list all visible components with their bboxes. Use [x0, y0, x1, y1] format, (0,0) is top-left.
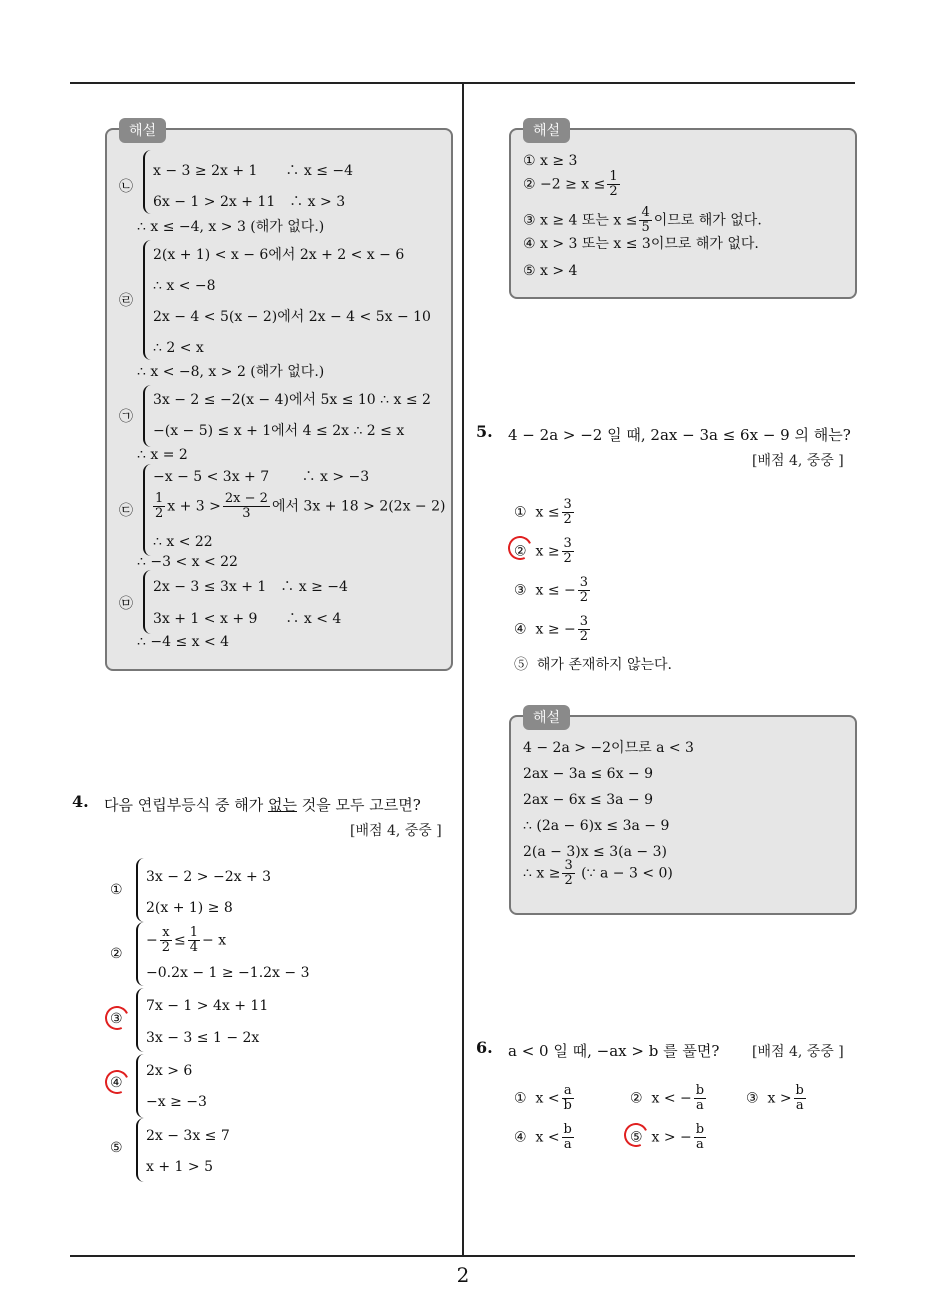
option-line: 2(x + 1) ≥ 8	[146, 900, 233, 916]
option-line: 2x − 3x ≤ 7	[146, 1128, 230, 1144]
solution-conclusion: ∴ −4 ≤ x < 4	[137, 634, 230, 650]
question-number: 6.	[476, 1038, 493, 1057]
brace	[136, 1118, 146, 1182]
option-line: 7x − 1 > 4x + 11	[146, 998, 269, 1014]
solution-line: ∴ x < −8	[153, 278, 216, 294]
solution-line: ① x ≥ 3	[523, 153, 578, 169]
solution-tag: 해설	[119, 118, 166, 143]
brace	[136, 988, 146, 1052]
option-line: − $\frac{x}{2}$ ≤ $\frac{1}{4}$ − x	[146, 925, 227, 955]
brace	[136, 922, 146, 986]
bottom-rule	[70, 1255, 855, 1257]
solution-line: 4 − 2a > −2이므로 a < 3	[523, 740, 694, 756]
fraction: $\frac{b}{a}$	[695, 1083, 705, 1113]
group-label: ㉠	[119, 409, 133, 425]
solution-box-right-top	[509, 123, 857, 299]
answer-mark	[102, 1067, 133, 1098]
fraction: $\frac{x}{2}$	[161, 925, 171, 955]
option-label[interactable]: ①	[110, 882, 123, 898]
fraction: $\frac{b}{a}$	[795, 1083, 804, 1113]
solution-line: ∴ x ≥ $\frac{3}{2}$ (∵ a − 3 < 0)	[523, 858, 673, 888]
page-number: 2	[456, 1263, 470, 1287]
solution-line: 2ax − 3a ≤ 6x − 9	[523, 766, 654, 782]
solution-line: $\frac{1}{2}$ x + 3 > $\frac{2x - 2}{3}$ 에서 3x + 18 > 2(2x − 2)	[155, 491, 446, 521]
option-q5-3[interactable]: ③ x ≤ − $\frac{3}{2}$	[514, 575, 589, 605]
solution-line: 6x − 1 > 2x + 11 ∴ x > 3	[153, 194, 346, 210]
solution-line: ④ x > 3 또는 x ≤ 3이므로 해가 없다.	[523, 236, 759, 252]
fraction: $\frac{b}{a}$	[695, 1122, 705, 1152]
solution-tag: 해설	[523, 705, 570, 730]
solution-line: ∴ 2 < x	[153, 340, 204, 356]
solution-line: 2ax − 6x ≤ 3a − 9	[523, 792, 654, 808]
option-q6-3[interactable]: ③ x > $\frac{b}{a}$	[746, 1083, 804, 1113]
solution-conclusion: ∴ −3 < x < 22	[137, 554, 238, 570]
option-line: 3x − 3 ≤ 1 − 2x	[146, 1030, 260, 1046]
solution-line: −(x − 5) ≤ x + 1에서 4 ≤ 2x ∴ 2 ≤ x	[153, 423, 405, 439]
option-line: 2x > 6	[146, 1063, 193, 1079]
solution-line: 2x − 4 < 5(x − 2)에서 2x − 4 < 5x − 10	[153, 309, 431, 325]
solution-line: x − 3 ≥ 2x + 1 ∴ x ≤ −4	[153, 163, 354, 179]
solution-line: ∴ x < 22	[153, 534, 213, 550]
brace	[143, 385, 153, 447]
question-text: 다음 연립부등식 중 해가 없는 것을 모두 고르면?	[104, 796, 421, 814]
question-meta: [배점 4, 중중 ]	[350, 823, 442, 839]
group-label: ㉣	[119, 293, 133, 309]
option-q5-1[interactable]: ① x ≤ $\frac{3}{2}$	[514, 497, 572, 527]
option-label[interactable]: ②	[110, 946, 123, 962]
option-line: x + 1 > 5	[146, 1159, 213, 1175]
solution-line: 2x − 3 ≤ 3x + 1 ∴ x ≥ −4	[153, 579, 348, 595]
brace	[143, 240, 153, 360]
column-divider	[462, 84, 464, 1256]
option-q6-2[interactable]: ② x < − $\frac{b}{a}$	[630, 1083, 705, 1113]
brace	[136, 858, 146, 922]
option-q6-5[interactable]: ⑤ x > − $\frac{b}{a}$	[630, 1122, 705, 1152]
question-meta: [배점 4, 중중 ]	[752, 453, 844, 469]
option-line: 3x − 2 > −2x + 3	[146, 869, 272, 885]
option-q5-2[interactable]: ② x ≥ $\frac{3}{2}$	[514, 536, 572, 566]
fraction: $\frac{3}{2}$	[564, 858, 573, 888]
question-text: 4 − 2a > −2 일 때, 2ax − 3a ≤ 6x − 9 의 해는?	[508, 426, 851, 444]
fraction: $\frac{a}{b}$	[563, 1083, 572, 1113]
fraction: $\frac{3}{2}$	[563, 536, 572, 566]
brace	[143, 570, 153, 634]
solution-line: −x − 5 < 3x + 7 ∴ x > −3	[153, 469, 370, 485]
solution-line: 2(x + 1) < x − 6에서 2x + 2 < x − 6	[153, 247, 405, 263]
solution-box-q5	[509, 710, 857, 915]
brace	[143, 150, 153, 214]
option-label[interactable]: ④	[110, 1075, 123, 1091]
fraction: $\frac{3}{2}$	[563, 497, 572, 527]
fraction: $\frac{3}{2}$	[579, 614, 589, 644]
solution-box-left	[105, 123, 453, 671]
option-q5-5[interactable]: ⑤ 해가 존재하지 않는다.	[514, 657, 672, 673]
group-label: ㉤	[119, 596, 133, 612]
solution-line: 3x + 1 < x + 9 ∴ x < 4	[153, 611, 342, 627]
option-line: −0.2x − 1 ≥ −1.2x − 3	[146, 965, 310, 981]
fraction: $\frac{1}{4}$	[189, 925, 199, 955]
fraction: $\frac{1}{2}$	[609, 169, 618, 199]
solution-line: 2(a − 3)x ≤ 3(a − 3)	[523, 844, 667, 860]
solution-tag: 해설	[523, 118, 570, 143]
fraction: $\frac{4}{5}$	[641, 205, 650, 235]
question-text: a < 0 일 때, −ax > b 를 풀면?	[508, 1042, 720, 1060]
option-q5-4[interactable]: ④ x ≥ − $\frac{3}{2}$	[514, 614, 589, 644]
option-line: −x ≥ −3	[146, 1094, 207, 1110]
option-q6-1[interactable]: ① x < $\frac{a}{b}$	[514, 1083, 572, 1113]
solution-line: 3x − 2 ≤ −2(x − 4)에서 5x ≤ 10 ∴ x ≤ 2	[153, 392, 431, 408]
solution-conclusion: ∴ x < −8, x > 2 (해가 없다.)	[137, 364, 325, 380]
answer-mark	[102, 1003, 133, 1034]
question-meta: [배점 4, 중중 ]	[752, 1044, 844, 1060]
solution-conclusion: ∴ x = 2	[137, 447, 188, 463]
solution-line: ∴ (2a − 6)x ≤ 3a − 9	[523, 818, 670, 834]
group-label: ㉢	[119, 503, 133, 519]
option-label[interactable]: ③	[110, 1011, 123, 1027]
group-label: ㉡	[119, 179, 133, 195]
solution-line: ③ x ≥ 4 또는 x ≤ $\frac{4}{5}$ 이므로 해가 없다.	[523, 205, 762, 235]
fraction: $\frac{1}{2}$	[155, 491, 164, 521]
brace	[136, 1054, 146, 1118]
fraction: $\frac{3}{2}$	[579, 575, 589, 605]
fraction: $\frac{2x - 2}{3}$	[224, 491, 268, 521]
fraction: $\frac{b}{a}$	[563, 1122, 572, 1152]
question-number: 4.	[72, 792, 89, 811]
solution-conclusion: ∴ x ≤ −4, x > 3 (해가 없다.)	[137, 219, 325, 235]
solution-line: ② −2 ≥ x ≤ $\frac{1}{2}$	[523, 169, 618, 199]
option-q6-4[interactable]: ④ x < $\frac{b}{a}$	[514, 1122, 572, 1152]
option-label[interactable]: ⑤	[110, 1140, 123, 1156]
question-number: 5.	[476, 422, 493, 441]
solution-line: ⑤ x > 4	[523, 263, 578, 279]
